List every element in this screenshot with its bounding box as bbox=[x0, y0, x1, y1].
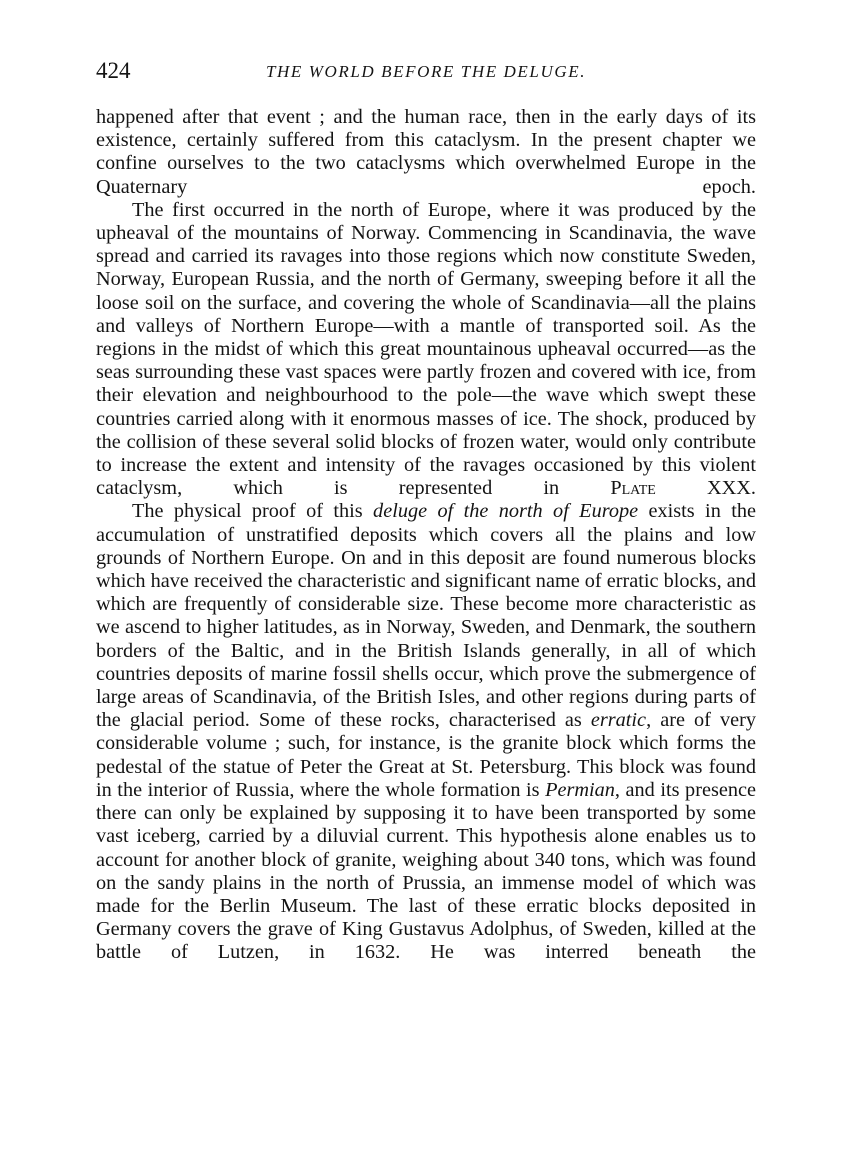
paragraph-text: The first occurred in the north of Europe, where it was produced by the upheaval of the mountains of Norway. Commencing in Scandinavia, the wave spread and carried its ravages into those regions which now constitute Sweden, Norway, European Russia, and the north of Germany, sweeping before it all the loose soil on the surface, and covering the whole of Scandinavia—all the plains and valleys of Northern Europe—with a mantle of transported soil. As the regions in the midst of which this great mountainous upheaval occurred—as the seas surrounding these vast spaces were partly frozen and covered with ice, from their elevation and neighbourhood to the pole—the wave which swept these countries carried along with it enormous masses of ice. The shock, produced by the collision of these several solid blocks of frozen water, would only contribute to increase the extent and intensity of the ravages occasioned by this violent cataclysm, which is represented in bbox=[96, 198, 756, 500]
paragraph-text: . bbox=[750, 477, 756, 500]
paragraph-continuation: happened after that event ; and the human race, then in the early days of its existence, certainly suffered from this cataclysm. In the present chapter we confine ourselves to the two cataclysms which overwhelmed Europe in the Quaternary epoch. bbox=[96, 106, 756, 198]
paragraph-text: The physical proof of this bbox=[132, 500, 374, 523]
running-title: THE WORLD BEFORE THE DELUGE. bbox=[265, 62, 587, 81]
paragraph-text: , are of very considerable volume ; such, for instance, is the granite block which forms the pedestal of the statue of Peter the Great at St. Petersburg. This block was found in the interior of Russia, where the whole formation is bbox=[96, 709, 756, 801]
italic-word-erratic: erratic bbox=[590, 709, 647, 732]
page-header bbox=[96, 58, 756, 92]
book-page bbox=[96, 58, 756, 965]
paragraph-physical-proof bbox=[96, 500, 756, 964]
italic-word-permian: Permian bbox=[545, 778, 615, 801]
paragraph-text: exists in the accumulation of unstratified deposits which covers all the plains and low grounds of Northern Europe. On and in this deposit are found numerous blocks which have received the characteristic and significant name of erratic blocks, and which are frequently of considerable size. These become more characteristic as we ascend to higher latitudes, as in Norway, Sweden, and Denmark, the southern borders of the Baltic, and in the British Islands generally, in all of which countries deposits of marine fossil shells occur, which prove the submergence of large areas of Scandinavia, of the British Isles, and other regions during parts of the glacial period. Some of these rocks, characterised as bbox=[96, 500, 756, 732]
page-number: 424 bbox=[96, 58, 131, 83]
paragraph-text: , and its presence there can only be explained by supposing it to have been transported by some vast iceberg, carried by a diluvial current. This hypothesis alone enables us to account for another block of granite, weighing about 340 tons, which was found on the sandy plains in the north of Prussia, an immense model of which was made for the Berlin Museum. The last of these erratic blocks deposited in Germany covers the grave of King Gustavus Adolphus, of Sweden, killed at the battle of Lutzen, in 1632. He was interred beneath the bbox=[96, 778, 756, 964]
italic-phrase: deluge of the north of Europe bbox=[373, 500, 639, 523]
paragraph-northern-cataclysm bbox=[96, 199, 756, 501]
plate-reference: Plate XXX bbox=[610, 477, 751, 500]
